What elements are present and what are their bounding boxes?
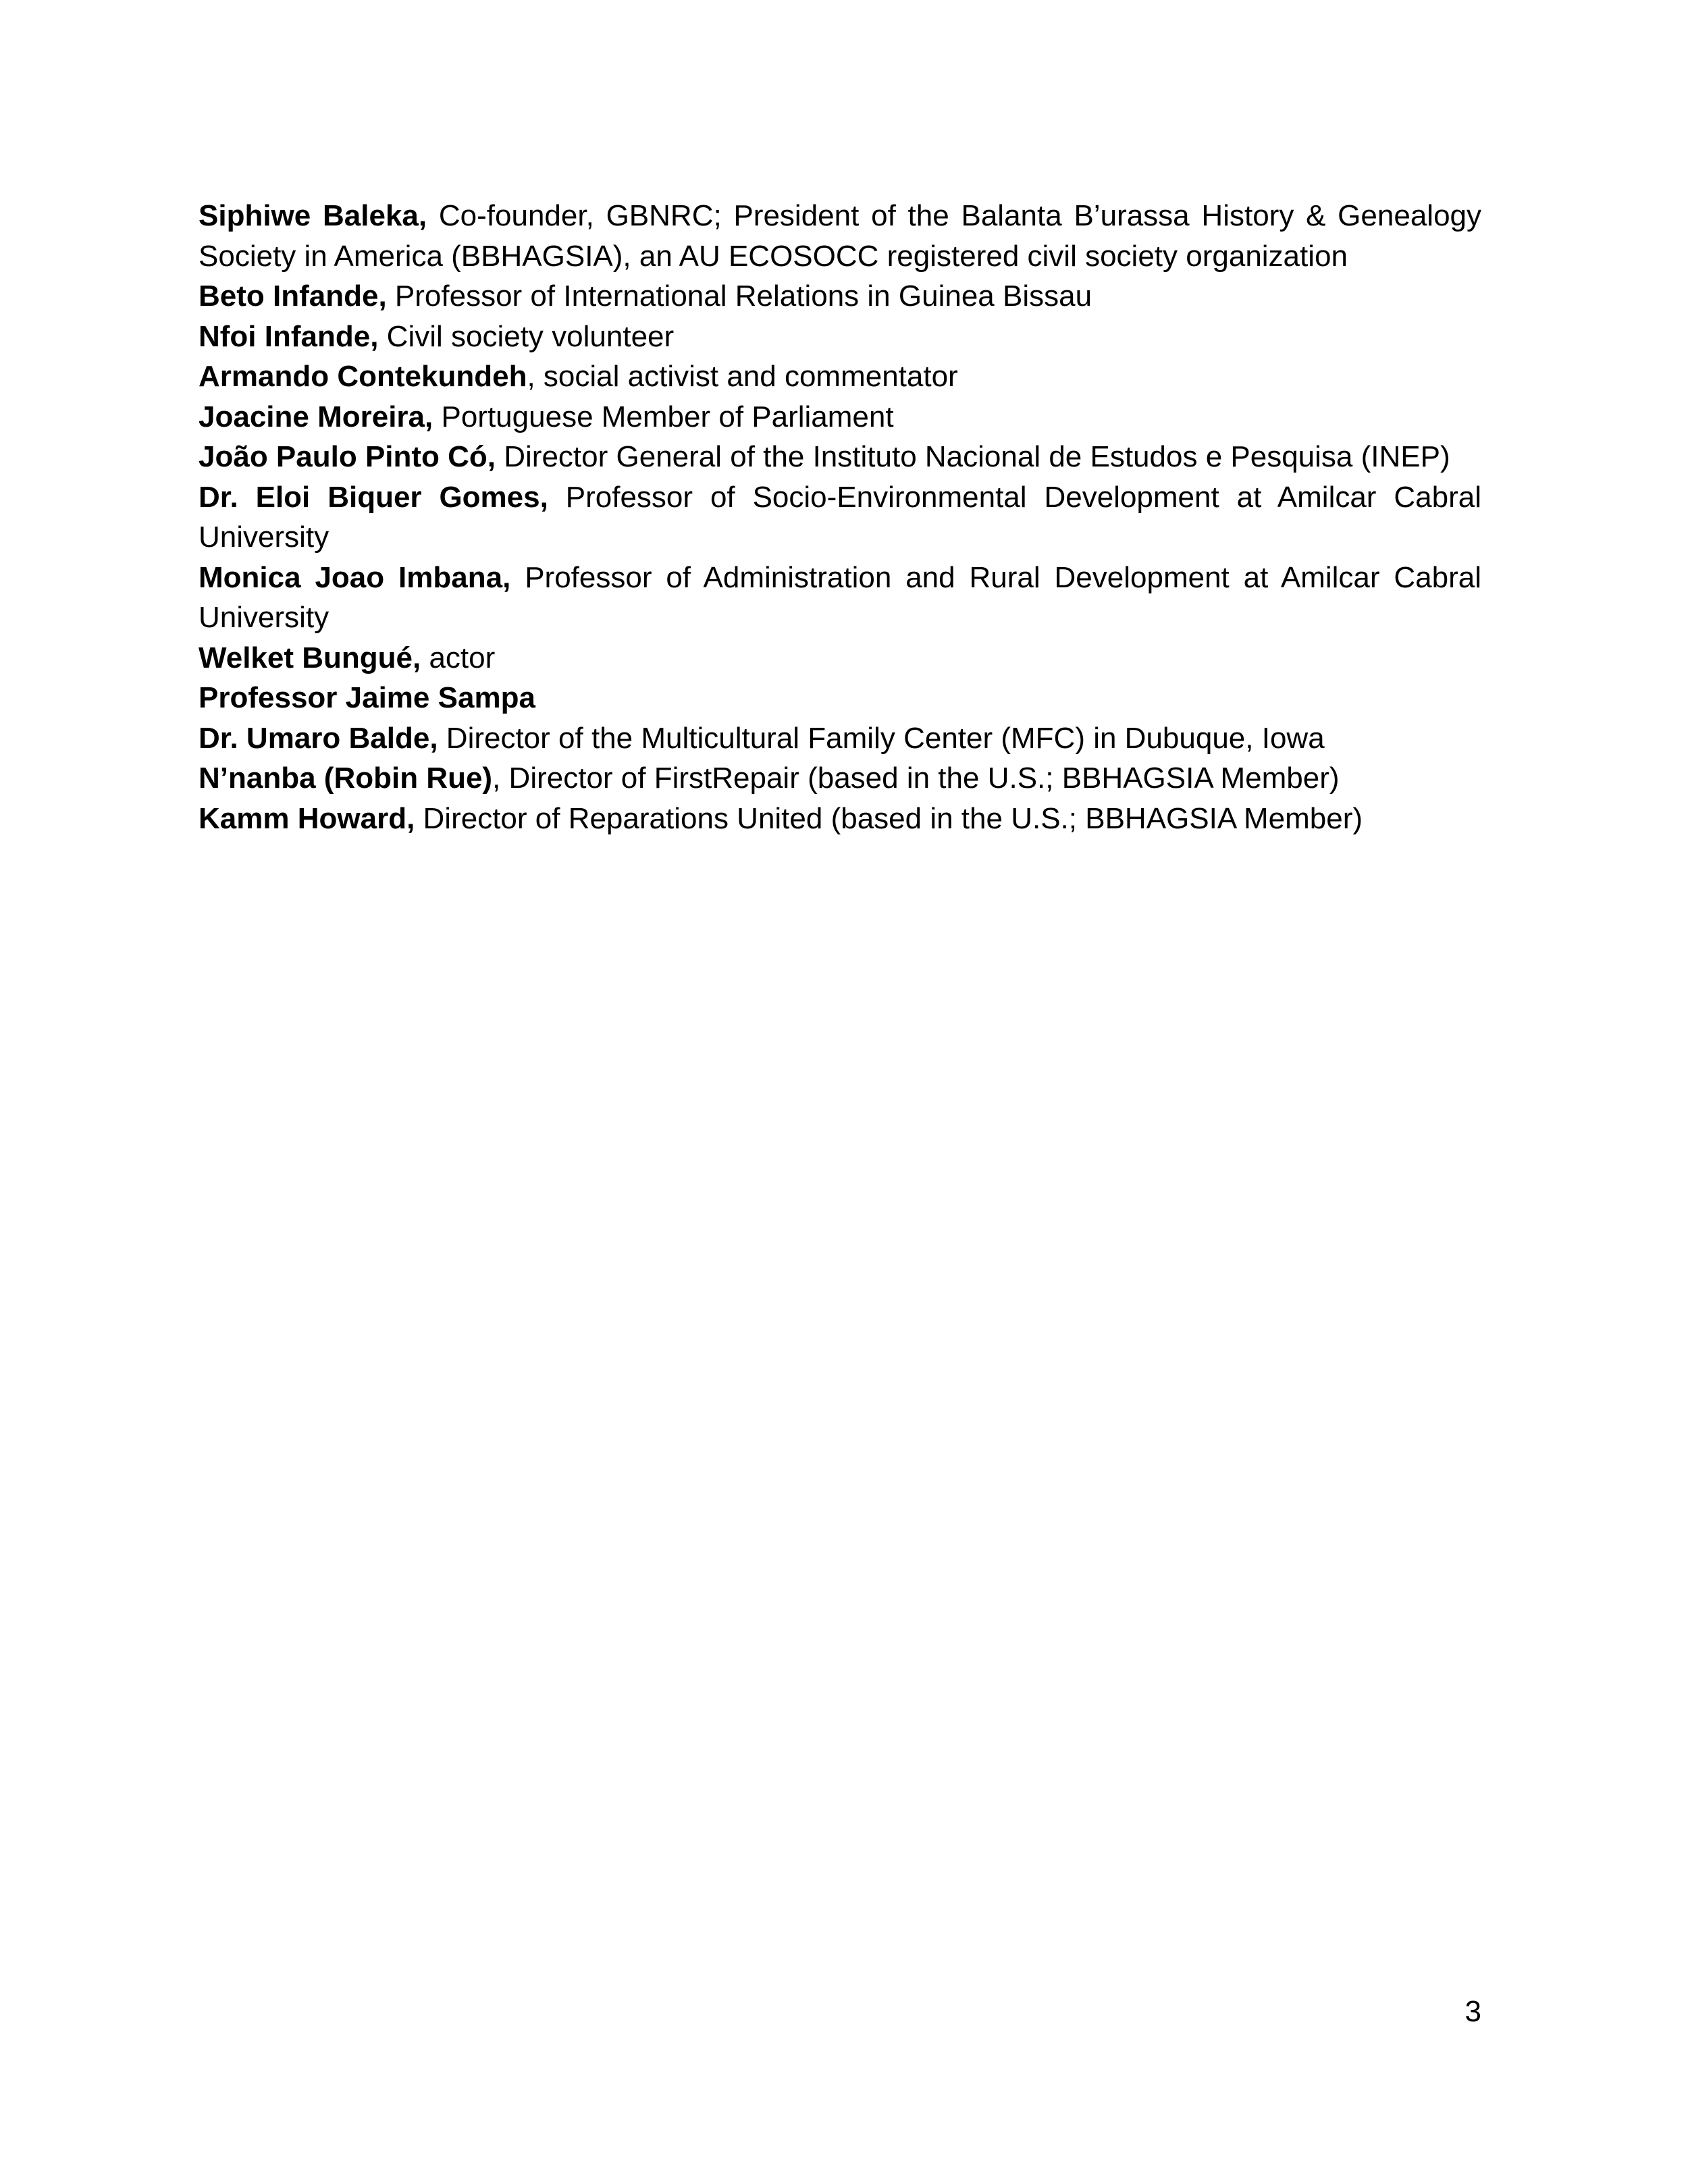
signatory-name: Dr. Eloi Biquer Gomes, [199, 480, 548, 514]
signatory-entry [199, 356, 1481, 397]
signatory-description: Director of the Multicultural Family Center (MFC) in Dubuque, Iowa [438, 721, 1325, 755]
signatory-entry [199, 799, 1481, 839]
signatory-entry [199, 276, 1481, 317]
signatory-name: N’nanba (Robin Rue) [199, 762, 493, 795]
signatory-name: Beto Infande, [199, 279, 387, 313]
signatory-description: Professor of Socio-Environmental Development at Amilcar Cabral University [199, 480, 1481, 554]
signatory-description: Portuguese Member of Parliament [433, 400, 894, 433]
signatory-list [199, 196, 1481, 838]
signatory-description: Director of Reparations United (based in the U.S.; BBHAGSIA Member) [415, 801, 1363, 835]
signatory-name: Professor Jaime Sampa [199, 681, 535, 714]
signatory-description: , Director of FirstRepair (based in the U.S.; BBHAGSIA Member) [492, 762, 1340, 795]
signatory-name: Monica Joao Imbana, [199, 560, 511, 594]
signatory-name: Welket Bungué, [199, 641, 421, 674]
signatory-name: João Paulo Pinto Có, [199, 440, 496, 473]
signatory-name: Joacine Moreira, [199, 400, 433, 433]
signatory-entry [199, 758, 1481, 799]
signatory-name: Dr. Umaro Balde, [199, 721, 438, 755]
signatory-entry [199, 558, 1481, 638]
signatory-description: Civil society volunteer [378, 319, 675, 353]
signatory-name: Armando Contekundeh [199, 360, 527, 393]
signatory-description: Professor of International Relations in Guinea Bissau [386, 279, 1092, 313]
signatory-entry [199, 477, 1481, 558]
page-number: 3 [1465, 1995, 1481, 2028]
signatory-description: , social activist and commentator [527, 360, 958, 393]
signatory-entry [199, 718, 1481, 759]
signatory-entry [199, 638, 1481, 678]
signatory-entry [199, 397, 1481, 437]
signatory-entry [199, 196, 1481, 276]
signatory-description: Director General of the Instituto Nacional de Estudos e Pesquisa (INEP) [496, 440, 1450, 473]
signatory-name: Nfoi Infande, [199, 319, 379, 353]
signatory-name: Kamm Howard, [199, 801, 415, 835]
signatory-entry [199, 437, 1481, 477]
signatory-description: Co-founder, GBNRC; President of the Balanta B’urassa History & Genealogy Society in America (BBHAGSIA), an AU ECOSOCC registered civil society organization [199, 199, 1482, 273]
signatory-description: Professor of Administration and Rural Development at Amilcar Cabral University [199, 560, 1481, 634]
signatory-entry [199, 678, 1481, 718]
signatory-entry [199, 317, 1481, 357]
signatory-name: Siphiwe Baleka, [199, 199, 427, 232]
signatory-description: actor [421, 641, 496, 674]
